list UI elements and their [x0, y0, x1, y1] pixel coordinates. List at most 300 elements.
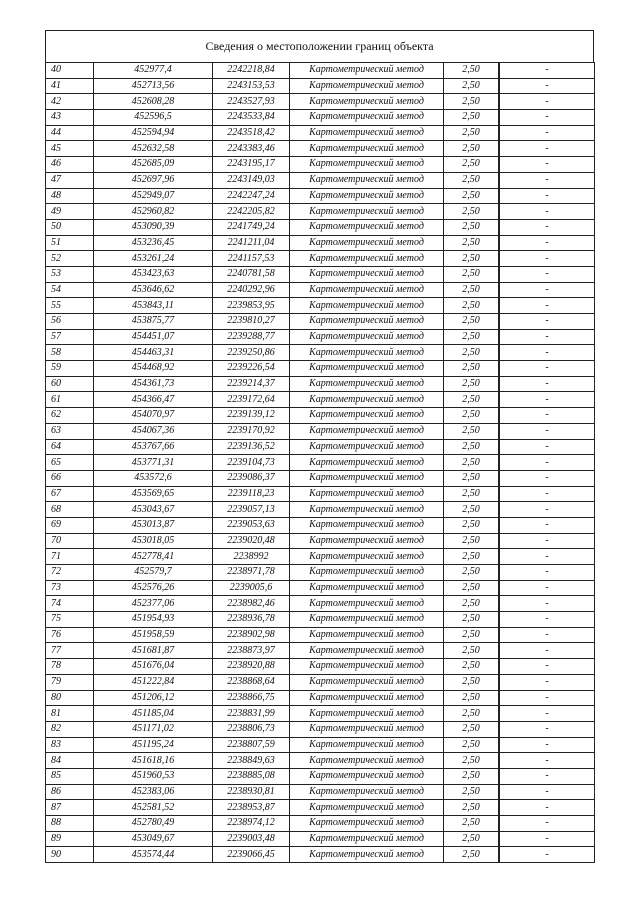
description-cell: -: [500, 706, 595, 722]
table-row: [46, 596, 595, 612]
precision-cell: 2,50: [444, 282, 499, 298]
precision-cell: 2,50: [444, 565, 499, 581]
table-row: [46, 674, 595, 690]
description-cell: -: [500, 78, 595, 94]
method-cell: Картометрический метод: [290, 361, 444, 377]
table-row: [46, 235, 595, 251]
method-cell: Картометрический метод: [290, 63, 444, 79]
table-row: [46, 659, 595, 675]
table-row: [46, 78, 595, 94]
y-coordinate-cell: 2242247,24: [213, 188, 290, 204]
table-row: [46, 643, 595, 659]
description-cell: -: [500, 204, 595, 220]
description-cell: -: [500, 784, 595, 800]
method-cell: Картометрический метод: [290, 768, 444, 784]
method-cell: Картометрический метод: [290, 329, 444, 345]
x-coordinate-cell: 453875,77: [94, 314, 213, 330]
table-row: [46, 314, 595, 330]
y-coordinate-cell: 2238953,87: [213, 800, 290, 816]
method-cell: Картометрический метод: [290, 78, 444, 94]
x-coordinate-cell: 453569,65: [94, 486, 213, 502]
method-cell: Картометрический метод: [290, 486, 444, 502]
x-coordinate-cell: 451222,84: [94, 674, 213, 690]
point-number-cell: 72: [46, 565, 94, 581]
description-cell: -: [500, 125, 595, 141]
x-coordinate-cell: 452581,52: [94, 800, 213, 816]
sheet-title: Сведения о местоположении границ объекта: [45, 30, 594, 62]
point-number-cell: 49: [46, 204, 94, 220]
precision-cell: 2,50: [444, 298, 499, 314]
table-row: [46, 816, 595, 832]
point-number-cell: 81: [46, 706, 94, 722]
method-cell: Картометрический метод: [290, 188, 444, 204]
description-cell: -: [500, 94, 595, 110]
point-number-cell: 71: [46, 549, 94, 565]
point-number-cell: 58: [46, 345, 94, 361]
table-row: [46, 204, 595, 220]
method-cell: Картометрический метод: [290, 157, 444, 173]
y-coordinate-cell: 2238974,12: [213, 816, 290, 832]
precision-cell: 2,50: [444, 737, 499, 753]
x-coordinate-cell: 451958,59: [94, 627, 213, 643]
precision-cell: 2,50: [444, 847, 499, 863]
method-cell: Картометрический метод: [290, 737, 444, 753]
method-cell: Картометрический метод: [290, 282, 444, 298]
coordinates-table: [45, 62, 595, 863]
y-coordinate-cell: 2239288,77: [213, 329, 290, 345]
precision-cell: 2,50: [444, 157, 499, 173]
x-coordinate-cell: 452608,28: [94, 94, 213, 110]
point-number-cell: 56: [46, 314, 94, 330]
precision-cell: 2,50: [444, 753, 499, 769]
y-coordinate-cell: 2238868,64: [213, 674, 290, 690]
precision-cell: 2,50: [444, 706, 499, 722]
method-cell: Картометрический метод: [290, 816, 444, 832]
x-coordinate-cell: 453049,67: [94, 831, 213, 847]
point-number-cell: 84: [46, 753, 94, 769]
y-coordinate-cell: 2241749,24: [213, 219, 290, 235]
point-number-cell: 42: [46, 94, 94, 110]
y-coordinate-cell: 2239086,37: [213, 470, 290, 486]
description-cell: -: [500, 329, 595, 345]
x-coordinate-cell: 451618,16: [94, 753, 213, 769]
x-coordinate-cell: 452383,06: [94, 784, 213, 800]
precision-cell: 2,50: [444, 251, 499, 267]
point-number-cell: 54: [46, 282, 94, 298]
y-coordinate-cell: 2242205,82: [213, 204, 290, 220]
description-cell: -: [500, 282, 595, 298]
precision-cell: 2,50: [444, 314, 499, 330]
x-coordinate-cell: 453236,45: [94, 235, 213, 251]
method-cell: Картометрический метод: [290, 627, 444, 643]
y-coordinate-cell: 2238936,78: [213, 612, 290, 628]
y-coordinate-cell: 2239853,95: [213, 298, 290, 314]
y-coordinate-cell: 2238902,98: [213, 627, 290, 643]
description-cell: -: [500, 596, 595, 612]
method-cell: Картометрический метод: [290, 266, 444, 282]
method-cell: Картометрический метод: [290, 455, 444, 471]
y-coordinate-cell: 2239003,48: [213, 831, 290, 847]
x-coordinate-cell: 453018,05: [94, 533, 213, 549]
method-cell: Картометрический метод: [290, 172, 444, 188]
boundary-location-sheet: [45, 30, 594, 863]
description-cell: -: [500, 800, 595, 816]
table-row: [46, 690, 595, 706]
point-number-cell: 50: [46, 219, 94, 235]
table-row: [46, 282, 595, 298]
description-cell: -: [500, 690, 595, 706]
precision-cell: 2,50: [444, 439, 499, 455]
precision-cell: 2,50: [444, 721, 499, 737]
description-cell: -: [500, 627, 595, 643]
point-number-cell: 40: [46, 63, 94, 79]
point-number-cell: 90: [46, 847, 94, 863]
precision-cell: 2,50: [444, 470, 499, 486]
precision-cell: 2,50: [444, 188, 499, 204]
description-cell: -: [500, 502, 595, 518]
table-row: [46, 612, 595, 628]
table-row: [46, 361, 595, 377]
description-cell: -: [500, 721, 595, 737]
table-row: [46, 266, 595, 282]
method-cell: Картометрический метод: [290, 439, 444, 455]
precision-cell: 2,50: [444, 110, 499, 126]
y-coordinate-cell: 2238930,81: [213, 784, 290, 800]
precision-cell: 2,50: [444, 800, 499, 816]
description-cell: -: [500, 251, 595, 267]
description-cell: -: [500, 580, 595, 596]
y-coordinate-cell: 2239170,92: [213, 423, 290, 439]
description-cell: -: [500, 847, 595, 863]
y-coordinate-cell: 2239005,6: [213, 580, 290, 596]
y-coordinate-cell: 2238866,75: [213, 690, 290, 706]
method-cell: Картометрический метод: [290, 643, 444, 659]
method-cell: Картометрический метод: [290, 298, 444, 314]
method-cell: Картометрический метод: [290, 235, 444, 251]
y-coordinate-cell: 2238806,73: [213, 721, 290, 737]
x-coordinate-cell: 451206,12: [94, 690, 213, 706]
method-cell: Картометрический метод: [290, 470, 444, 486]
x-coordinate-cell: 453771,31: [94, 455, 213, 471]
x-coordinate-cell: 453767,66: [94, 439, 213, 455]
description-cell: -: [500, 157, 595, 173]
method-cell: Картометрический метод: [290, 580, 444, 596]
table-row: [46, 565, 595, 581]
description-cell: -: [500, 298, 595, 314]
precision-cell: 2,50: [444, 266, 499, 282]
x-coordinate-cell: 454361,73: [94, 376, 213, 392]
precision-cell: 2,50: [444, 345, 499, 361]
y-coordinate-cell: 2239226,54: [213, 361, 290, 377]
method-cell: Картометрический метод: [290, 721, 444, 737]
precision-cell: 2,50: [444, 172, 499, 188]
point-number-cell: 45: [46, 141, 94, 157]
table-row: [46, 141, 595, 157]
table-row: [46, 63, 595, 79]
description-cell: -: [500, 768, 595, 784]
point-number-cell: 57: [46, 329, 94, 345]
x-coordinate-cell: 453043,67: [94, 502, 213, 518]
table-row: [46, 392, 595, 408]
precision-cell: 2,50: [444, 659, 499, 675]
point-number-cell: 59: [46, 361, 94, 377]
description-cell: -: [500, 831, 595, 847]
table-row: [46, 784, 595, 800]
method-cell: Картометрический метод: [290, 847, 444, 863]
y-coordinate-cell: 2238885,08: [213, 768, 290, 784]
y-coordinate-cell: 2238992: [213, 549, 290, 565]
description-cell: -: [500, 737, 595, 753]
y-coordinate-cell: 2243527,93: [213, 94, 290, 110]
point-number-cell: 77: [46, 643, 94, 659]
description-cell: -: [500, 219, 595, 235]
description-cell: -: [500, 314, 595, 330]
y-coordinate-cell: 2239118,23: [213, 486, 290, 502]
table-row: [46, 345, 595, 361]
point-number-cell: 53: [46, 266, 94, 282]
y-coordinate-cell: 2240781,58: [213, 266, 290, 282]
x-coordinate-cell: 451185,04: [94, 706, 213, 722]
point-number-cell: 74: [46, 596, 94, 612]
method-cell: Картометрический метод: [290, 125, 444, 141]
precision-cell: 2,50: [444, 517, 499, 533]
point-number-cell: 51: [46, 235, 94, 251]
method-cell: Картометрический метод: [290, 204, 444, 220]
precision-cell: 2,50: [444, 643, 499, 659]
description-cell: -: [500, 816, 595, 832]
point-number-cell: 68: [46, 502, 94, 518]
y-coordinate-cell: 2238849,63: [213, 753, 290, 769]
precision-cell: 2,50: [444, 549, 499, 565]
y-coordinate-cell: 2241211,04: [213, 235, 290, 251]
point-number-cell: 43: [46, 110, 94, 126]
method-cell: Картометрический метод: [290, 345, 444, 361]
precision-cell: 2,50: [444, 580, 499, 596]
x-coordinate-cell: 454463,31: [94, 345, 213, 361]
y-coordinate-cell: 2243383,46: [213, 141, 290, 157]
point-number-cell: 80: [46, 690, 94, 706]
y-coordinate-cell: 2238971,78: [213, 565, 290, 581]
y-coordinate-cell: 2240292,96: [213, 282, 290, 298]
method-cell: Картометрический метод: [290, 533, 444, 549]
precision-cell: 2,50: [444, 361, 499, 377]
y-coordinate-cell: 2239020,48: [213, 533, 290, 549]
description-cell: -: [500, 517, 595, 533]
precision-cell: 2,50: [444, 768, 499, 784]
table-row: [46, 533, 595, 549]
x-coordinate-cell: 453843,11: [94, 298, 213, 314]
table-row: [46, 125, 595, 141]
y-coordinate-cell: 2242218,84: [213, 63, 290, 79]
y-coordinate-cell: 2239053,63: [213, 517, 290, 533]
y-coordinate-cell: 2239250,86: [213, 345, 290, 361]
table-row: [46, 517, 595, 533]
point-number-cell: 60: [46, 376, 94, 392]
point-number-cell: 70: [46, 533, 94, 549]
point-number-cell: 88: [46, 816, 94, 832]
description-cell: -: [500, 110, 595, 126]
table-row: [46, 847, 595, 863]
method-cell: Картометрический метод: [290, 251, 444, 267]
point-number-cell: 44: [46, 125, 94, 141]
y-coordinate-cell: 2239172,64: [213, 392, 290, 408]
y-coordinate-cell: 2243533,84: [213, 110, 290, 126]
x-coordinate-cell: 454070,97: [94, 408, 213, 424]
table-row: [46, 470, 595, 486]
description-cell: -: [500, 486, 595, 502]
point-number-cell: 64: [46, 439, 94, 455]
table-row: [46, 329, 595, 345]
x-coordinate-cell: 452579,7: [94, 565, 213, 581]
precision-cell: 2,50: [444, 219, 499, 235]
x-coordinate-cell: 451954,93: [94, 612, 213, 628]
description-cell: -: [500, 612, 595, 628]
description-cell: -: [500, 141, 595, 157]
y-coordinate-cell: 2238807,59: [213, 737, 290, 753]
x-coordinate-cell: 451960,53: [94, 768, 213, 784]
table-row: [46, 831, 595, 847]
point-number-cell: 48: [46, 188, 94, 204]
method-cell: Картометрический метод: [290, 423, 444, 439]
precision-cell: 2,50: [444, 329, 499, 345]
table-row: [46, 737, 595, 753]
method-cell: Картометрический метод: [290, 753, 444, 769]
point-number-cell: 73: [46, 580, 94, 596]
table-row: [46, 110, 595, 126]
table-row: [46, 768, 595, 784]
table-row: [46, 455, 595, 471]
description-cell: -: [500, 470, 595, 486]
table-row: [46, 298, 595, 314]
table-row: [46, 439, 595, 455]
description-cell: -: [500, 172, 595, 188]
coordinates-table-body: [46, 63, 595, 863]
x-coordinate-cell: 452576,26: [94, 580, 213, 596]
description-cell: -: [500, 549, 595, 565]
method-cell: Картометрический метод: [290, 94, 444, 110]
table-row: [46, 800, 595, 816]
x-coordinate-cell: 454451,07: [94, 329, 213, 345]
method-cell: Картометрический метод: [290, 831, 444, 847]
description-cell: -: [500, 565, 595, 581]
y-coordinate-cell: 2239066,45: [213, 847, 290, 863]
point-number-cell: 86: [46, 784, 94, 800]
method-cell: Картометрический метод: [290, 706, 444, 722]
table-row: [46, 706, 595, 722]
point-number-cell: 83: [46, 737, 94, 753]
point-number-cell: 41: [46, 78, 94, 94]
x-coordinate-cell: 454366,47: [94, 392, 213, 408]
method-cell: Картометрический метод: [290, 549, 444, 565]
table-row: [46, 753, 595, 769]
point-number-cell: 76: [46, 627, 94, 643]
x-coordinate-cell: 454468,92: [94, 361, 213, 377]
x-coordinate-cell: 452685,09: [94, 157, 213, 173]
point-number-cell: 61: [46, 392, 94, 408]
y-coordinate-cell: 2239104,73: [213, 455, 290, 471]
y-coordinate-cell: 2243195,17: [213, 157, 290, 173]
x-coordinate-cell: 452713,56: [94, 78, 213, 94]
point-number-cell: 75: [46, 612, 94, 628]
precision-cell: 2,50: [444, 392, 499, 408]
precision-cell: 2,50: [444, 78, 499, 94]
description-cell: -: [500, 392, 595, 408]
description-cell: -: [500, 455, 595, 471]
point-number-cell: 79: [46, 674, 94, 690]
point-number-cell: 85: [46, 768, 94, 784]
y-coordinate-cell: 2239136,52: [213, 439, 290, 455]
precision-cell: 2,50: [444, 596, 499, 612]
x-coordinate-cell: 452596,5: [94, 110, 213, 126]
precision-cell: 2,50: [444, 502, 499, 518]
method-cell: Картометрический метод: [290, 784, 444, 800]
point-number-cell: 46: [46, 157, 94, 173]
method-cell: Картометрический метод: [290, 502, 444, 518]
method-cell: Картометрический метод: [290, 565, 444, 581]
point-number-cell: 69: [46, 517, 94, 533]
description-cell: -: [500, 235, 595, 251]
x-coordinate-cell: 452949,07: [94, 188, 213, 204]
table-row: [46, 549, 595, 565]
description-cell: -: [500, 376, 595, 392]
y-coordinate-cell: 2239810,27: [213, 314, 290, 330]
description-cell: -: [500, 423, 595, 439]
x-coordinate-cell: 452780,49: [94, 816, 213, 832]
x-coordinate-cell: 452778,41: [94, 549, 213, 565]
y-coordinate-cell: 2239214,37: [213, 376, 290, 392]
method-cell: Картометрический метод: [290, 141, 444, 157]
point-number-cell: 65: [46, 455, 94, 471]
point-number-cell: 47: [46, 172, 94, 188]
point-number-cell: 67: [46, 486, 94, 502]
precision-cell: 2,50: [444, 674, 499, 690]
point-number-cell: 66: [46, 470, 94, 486]
y-coordinate-cell: 2238831,99: [213, 706, 290, 722]
precision-cell: 2,50: [444, 204, 499, 220]
y-coordinate-cell: 2238873,97: [213, 643, 290, 659]
x-coordinate-cell: 452960,82: [94, 204, 213, 220]
method-cell: Картометрический метод: [290, 408, 444, 424]
x-coordinate-cell: 451171,02: [94, 721, 213, 737]
method-cell: Картометрический метод: [290, 800, 444, 816]
x-coordinate-cell: 453423,63: [94, 266, 213, 282]
precision-cell: 2,50: [444, 455, 499, 471]
table-row: [46, 376, 595, 392]
table-row: [46, 157, 595, 173]
x-coordinate-cell: 451676,04: [94, 659, 213, 675]
precision-cell: 2,50: [444, 784, 499, 800]
x-coordinate-cell: 452697,96: [94, 172, 213, 188]
x-coordinate-cell: 452377,06: [94, 596, 213, 612]
description-cell: -: [500, 361, 595, 377]
x-coordinate-cell: 453261,24: [94, 251, 213, 267]
x-coordinate-cell: 451681,87: [94, 643, 213, 659]
method-cell: Картометрический метод: [290, 392, 444, 408]
point-number-cell: 52: [46, 251, 94, 267]
x-coordinate-cell: 451195,24: [94, 737, 213, 753]
y-coordinate-cell: 2239057,13: [213, 502, 290, 518]
x-coordinate-cell: 453574,44: [94, 847, 213, 863]
precision-cell: 2,50: [444, 94, 499, 110]
point-number-cell: 82: [46, 721, 94, 737]
y-coordinate-cell: 2243518,42: [213, 125, 290, 141]
point-number-cell: 62: [46, 408, 94, 424]
description-cell: -: [500, 408, 595, 424]
method-cell: Картометрический метод: [290, 219, 444, 235]
table-row: [46, 627, 595, 643]
description-cell: -: [500, 266, 595, 282]
precision-cell: 2,50: [444, 816, 499, 832]
